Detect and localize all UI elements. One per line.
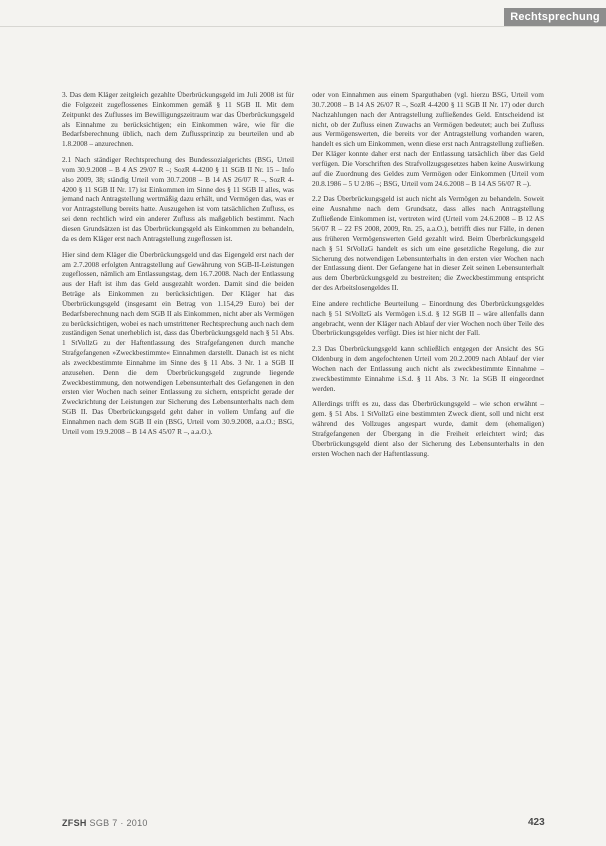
journal-footer (62, 818, 148, 828)
header-rule (0, 26, 606, 27)
paragraph: Eine andere rechtliche Beurteilung – Einordnung des Überbrückungsgeldes nach § 51 StVollzG als Vermögen i.S.d. § 12 SGB II – wäre allenfalls dann angebracht, wenn der Kläger nach Ablauf der vier Wochen noch über Teile des Überbrückungsgeldes verfügt. Dies ist hier nicht der Fall. (312, 298, 544, 338)
paragraph: 2.1 Nach ständiger Rechtsprechung des Bundessozialgerichts (BSG, Urteil vom 30.9.2008 – B 4 AS 29/07 R –; SozR 4-4200 § 11 SGB II Nr. 15 – Info also 2009, 38; ständig Urteil vom 30.7.2008 – B 14 AS 26/07 R –, SozR 4-4200 § 11 SGB II Nr. 17) ist Einkommen im Sinne des § 11 SGB II alles, was jemand nach Antragstellung wertmäßig dazu erhält, und Vermögen das, was er vor Antragstellung bereits hatte. Auszugehen ist vom tatsächlichen Zufluss, es sei denn rechtlich wird ein anderer Zufluss als maßgeblich bestimmt. Nach diesen Grundsätzen ist das Überbrückungsgeld als Einkommen zu behandeln, da es dem Kläger erst nach Antragstellung zugeflossen ist. (62, 155, 294, 243)
journal-issue: 7 · 2010 (112, 818, 148, 828)
page-number: 423 (528, 817, 545, 828)
section-header-bar (504, 8, 606, 26)
paragraph: 2.3 Das Überbrückungsgeld kann schließlich entgegen der Ansicht des SG Oldenburg in dem angefochtenen Urteil vom 20.2.2009 nach Ablauf der vier Wochen nach der Entlassung auch nicht als zweckbestimmte Einnahme – zweckbestimmte Einnahme i.S.d. § 11 Abs. 3 Nr. 1a SGB II eingeordnet werden. (312, 344, 544, 393)
journal-name: ZFSH (62, 818, 87, 828)
paragraph: Hier sind dem Kläger die Überbrückungsgeld und das Eigengeld erst nach der am 2.7.2008 erfolgten Antragstellung auf Gewährung von SGB-II-Leistungen zugeflossen, nämlich am Entlassungstag, dem 16.7.2008. Nach der Entlassung aus der Haft ist ihm das Geld ausgezahlt worden. Damit sind die beiden Beträge als Einkommen zu berücksichtigen. Der Kläger hat das Überbrückungsgeld (insgesamt ein Betrag von 1.154,29 Euro) bei der Bedarfsberechnung nach dem SGB II als Einkommen, nicht aber als Vermögen zu berücksichtigen, wobei es nach umstrittener Rechtsprechung auch nach dem zuständigen Senat unerheblich ist, dass das Überbrückungsgeld nach § 51 Abs. 1 StVollzG zu der Haftentlassung des Strafgefangenen durch manche Strafgefangenen »Zweckbestimmte« Einnahmen darstellt. Danach ist es nicht als zweckbestimmte Einnahme im Sinne des § 11 Abs. 3 Nr. 1 a SGB II anzusehen. Denn die dem Überbrückungsgeld zugrunde liegende Zweckbestimmung, den notwendigen Lebensunterhalt des Gefangenen in den ersten vier Wochen nach seiner Entlassung zu sichern, entspricht gerade der Zweckrichtung der Leistungen zur Sicherung des Lebensunterhalts nach dem SGB II. Das Überbrückungsgeld geht daher in vollem Umfang auf die Einnahmen nach dem SGB II ein (BSG, Urteil vom 30.9.2008, a.a.O.; BSG, Urteil vom 19.9.2008 – B 14 AS 45/07 R –, a.a.O.). (62, 249, 294, 436)
paragraph: Allerdings trifft es zu, dass das Überbrückungsgeld – wie schon erwähnt – gem. § 51 Abs. 1 StVollzG eine bestimmten Zweck dient, soll und nicht erst während des Vollzuges angespart wurde, damit dem (ehemaligen) Strafgefangenen der Übergang in die Freiheit erleichtert wird; das Überbrückungsgeld dient also der Sicherung des Lebensunterhalts in den ersten Wochen nach der Haftentlassung. (312, 399, 544, 458)
paragraph: 2.2 Das Überbrückungsgeld ist auch nicht als Vermögen zu behandeln. Soweit eine Ausnahme nach dem Grundsatz, dass alles nach Antragstellung Zufließende Einkommen ist, vertreten wird (Urteil vom 24.6.2008 – B 12 AS 56/07 R – 22 FS 2008, 2009, Rn. 25, a.a.O.), betrifft dies nur Fälle, in denen aus früheren Vermögenswerten Geld gezahlt wird. Beim Überbrückungsgeld nach § 51 StVollzG handelt es sich um eine gesetzliche Regelung, die zur Sicherung des notwendigen Lebensunterhalts in den ersten vier Wochen nach der Entlassung dient. Der Gefangene hat in dieser Zeit seinen Lebensunterhalt aus dem Überbrückungsgeld zu bestreiten; die Zweckbestimmung entspricht der des Arbeitslosengeldes II. (312, 194, 544, 293)
paragraph: 3. Das dem Kläger zeitgleich gezahlte Überbrückungsgeld im Juli 2008 ist für die Folgezeit zugeflossenes Einkommen gemäß § 11 SGB II. Mit dem Zeitpunkt des Zuflusses im Bewilligungszeitraum war das Überbrückungsgeld als Einnahme zu berücksichtigen; ein Einkommen wäre, wie für die Bedarfsberechnung üblich, nach dem Zuflussprinzip zu beurteilen und ab 1.8.2008 – anzurechnen. (62, 90, 294, 149)
journal-series: SGB (89, 818, 110, 828)
paragraph: oder von Einnahmen aus einem Sparguthaben (vgl. hierzu BSG, Urteil vom 30.7.2008 – B 14 AS 26/07 R –, SozR 4-4200 § 11 SGB II Nr. 17) oder durch Nachzahlungen nach der Antragstellung zufließendes Geld. Entscheidend ist nicht, ob der Zufluss einen Zuwachs an Vermögen bedeutet; auch bei Zufluss aus Vermögenswerten, die bereits vor der Antragstellung vorhanden waren, handelt es sich um Einkommen, wenn diese erst nach Antragstellung zufließen. Der Kläger konnte daher erst nach der Entlassung tatsächlich über das Geld verfügen. Die Vorschriften des Strafvollzugsgesetzes haben keine Auswirkung auf die Zuordnung des Geldes zum Vermögen oder Einkommen (Urteil vom 20.8.1986 – 5 U 2/86 –; BSG, Urteil vom 24.6.2008 – B 14 AS 56/07 R –). (312, 90, 544, 188)
right-column (312, 90, 544, 465)
section-label: Rechtsprechung (510, 11, 600, 23)
left-column (62, 90, 294, 443)
